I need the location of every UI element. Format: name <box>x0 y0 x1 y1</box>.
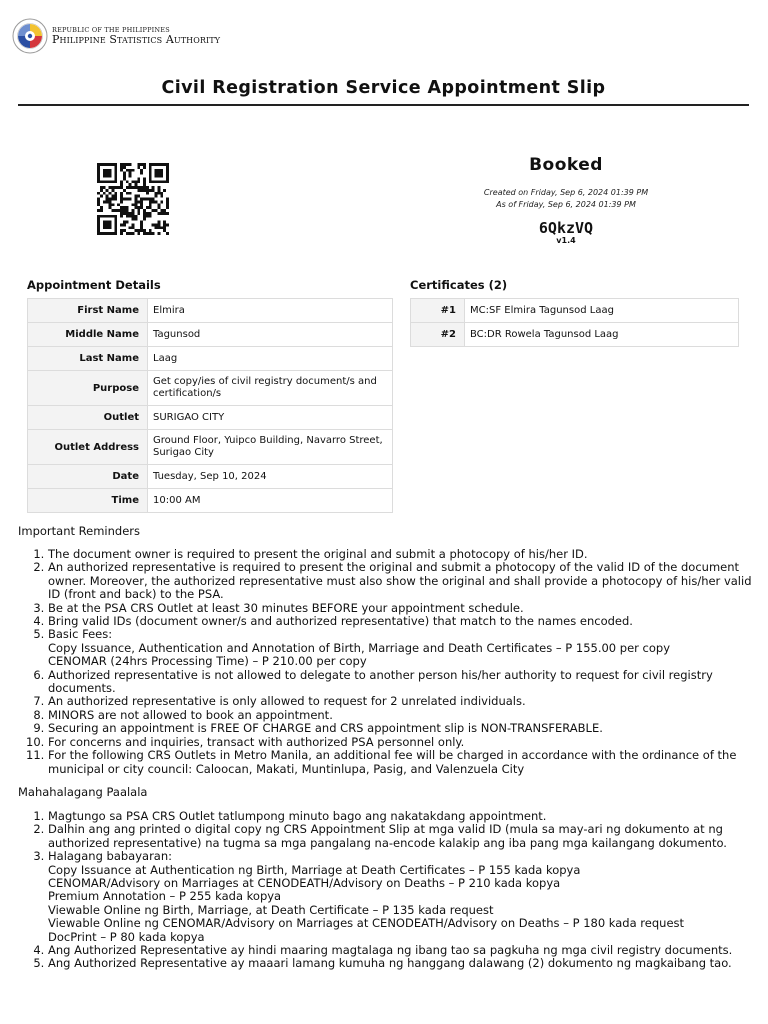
row-value: Ground Floor, Yuipco Building, Navarro Street, Surigao City <box>148 430 393 465</box>
table-row <box>28 371 393 406</box>
agency-name: Philippine Statistics Authority <box>52 33 221 47</box>
fee-line: Premium Annotation – P 255 kada kopya <box>48 889 282 904</box>
table-row <box>28 299 393 323</box>
table-row <box>28 465 393 489</box>
row-label: Date <box>28 465 148 489</box>
row-value: 10:00 AM <box>148 489 393 513</box>
list-item: 9. Securing an appointment is FREE OF CHARGE and CRS appointment slip is NON-TRANSFERABLE. <box>48 722 753 735</box>
fee-line: Viewable Online ng CENOMAR/Advisory on Marriages at CENODEATH/Advisory on Deaths – P 180 kada request <box>48 916 685 931</box>
row-value: Tagunsod <box>148 323 393 347</box>
status-block <box>420 155 712 245</box>
booking-status: Booked <box>529 155 603 175</box>
list-item <box>48 850 753 944</box>
row-value: Tuesday, Sep 10, 2024 <box>148 465 393 489</box>
certificate-number: #1 <box>411 299 465 323</box>
row-label: Time <box>28 489 148 513</box>
certificate-number: #2 <box>411 323 465 347</box>
table-row <box>411 299 739 323</box>
certificates-table <box>410 298 739 347</box>
psa-seal-icon <box>12 18 48 54</box>
certificate-value: MC:SF Elmira Tagunsod Laag <box>465 299 739 323</box>
row-label: First Name <box>28 299 148 323</box>
fees-label: Basic Fees: <box>48 627 113 642</box>
row-label: Last Name <box>28 347 148 371</box>
list-item: 1. The document owner is required to present the original and submit a photocopy of his/her ID. <box>48 548 753 561</box>
version-label: v1.4 <box>556 236 576 245</box>
fee-line: CENOMAR/Advisory on Marriages at CENODEATH/Advisory on Deaths – P 210 kada kopya <box>48 876 561 891</box>
certificate-value: BC:DR Rowela Tagunsod Laag <box>465 323 739 347</box>
list-item: 10. For concerns and inquiries, transact with authorized PSA personnel only. <box>48 736 753 749</box>
list-item: 11. For the following CRS Outlets in Metro Manila, an additional fee will be charged in accordance with the ordinance of the municipal or city council: Caloocan, Makati, Muntinlupa, Pasig, and Valenzuela City <box>48 749 753 776</box>
table-row <box>411 323 739 347</box>
fees-label: Halagang babayaran: <box>48 849 173 864</box>
row-label: Outlet <box>28 406 148 430</box>
list-item: 8. MINORS are not allowed to book an appointment. <box>48 709 753 722</box>
list-item: 2. Dalhin ang ang printed o digital copy ng CRS Appointment Slip at mga valid ID (mula sa may-ari ng dokumento at ng authorized representative) na tugma sa mga pangalang na-encode kalakip ang iba pang mga kailangang dokumento. <box>48 823 753 850</box>
agency-republic: REPUBLIC OF THE PHILIPPINES <box>52 25 170 34</box>
list-item: 5. Ang Authorized Representative ay maaari lamang kumuha ng hanggang dalawang (2) dokumento ng magkaibang tao. <box>48 957 753 970</box>
row-label: Middle Name <box>28 323 148 347</box>
table-row <box>28 406 393 430</box>
appointment-heading: Appointment Details <box>27 278 161 292</box>
reminders-heading: Important Reminders <box>18 524 140 538</box>
table-row <box>28 323 393 347</box>
paalala-list <box>18 810 753 971</box>
reminders-list <box>18 548 753 776</box>
list-item: 2. An authorized representative is required to present the original and submit a photocopy of the valid ID of the document owner. Moreover, the authorized representative must also show the original and shall provide a photocopy of his/her valid ID (front and back) to the PSA. <box>48 561 753 601</box>
fee-line: Copy Issuance at Authentication ng Birth, Marriage at Death Certificates – P 155 kada kopya <box>48 862 581 877</box>
created-timestamp: Created on Friday, Sep 6, 2024 01:39 PM <box>483 188 649 197</box>
list-item: 4. Bring valid IDs (document owner/s and authorized representative) that match to the names encoded. <box>48 615 753 628</box>
reference-code: 6QkzVQ <box>538 219 594 237</box>
fee-line: Viewable Online ng Birth, Marriage, at Death Certificate – P 135 kada request <box>48 902 494 917</box>
certificates-heading: Certificates (2) <box>410 278 508 292</box>
fee-line: CENOMAR (24hrs Processing Time) – P 210.00 per copy <box>48 654 367 669</box>
list-item: 4. Ang Authorized Representative ay hindi maaring magtalaga ng ibang tao sa pagkuha ng mga civil registry documents. <box>48 944 753 957</box>
list-item: 1. Magtungo sa PSA CRS Outlet tatlumpong minuto bago ang nakatakdang appointment. <box>48 810 753 823</box>
fee-line: DocPrint – P 80 kada kopya <box>48 929 205 944</box>
row-value: Get copy/ies of civil registry document/s and certification/s <box>148 371 393 406</box>
row-label: Purpose <box>28 371 148 406</box>
row-value: Laag <box>148 347 393 371</box>
title-divider <box>18 104 749 106</box>
list-item: 7. An authorized representative is only allowed to request for 2 unrelated individuals. <box>48 695 753 708</box>
as-of-timestamp: As of Friday, Sep 6, 2024 01:39 PM <box>496 200 636 209</box>
row-label: Outlet Address <box>28 430 148 465</box>
row-value: Elmira <box>148 299 393 323</box>
list-item: 3. Be at the PSA CRS Outlet at least 30 minutes BEFORE your appointment schedule. <box>48 602 753 615</box>
paalala-heading: Mahahalagang Paalala <box>18 785 148 799</box>
row-value: SURIGAO CITY <box>148 406 393 430</box>
page-title: Civil Registration Service Appointment Slip <box>161 78 606 98</box>
appointment-table <box>27 298 393 513</box>
list-item: 6. Authorized representative is not allowed to delegate to another person his/her authority to request for civil registry documents. <box>48 669 753 696</box>
list-item <box>48 628 753 668</box>
fee-line: Copy Issuance, Authentication and Annotation of Birth, Marriage and Death Certificates – P 155.00 per copy <box>48 640 670 655</box>
agency-header <box>12 18 220 54</box>
table-row <box>28 430 393 465</box>
table-row <box>28 347 393 371</box>
qr-code-icon <box>95 163 171 235</box>
table-row <box>28 489 393 513</box>
